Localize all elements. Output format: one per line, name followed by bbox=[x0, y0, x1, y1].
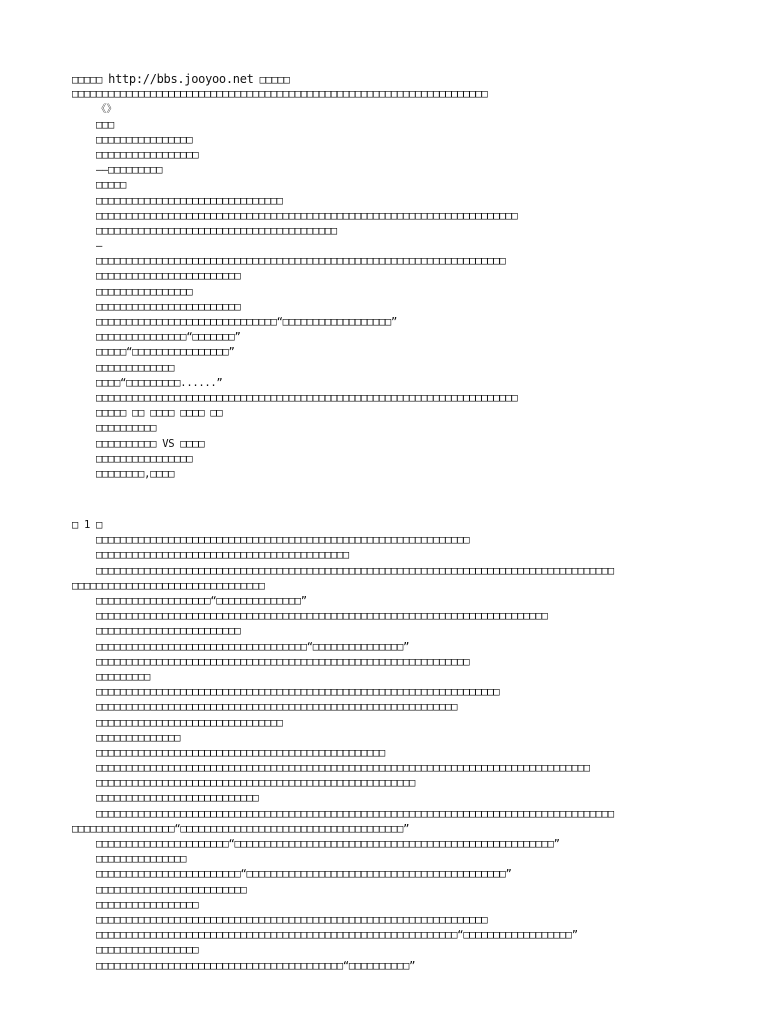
chapter-line: □□□□□□□□□□□□□□□□□□□□□□□□□□□□□□□□□□□□□□□□□□□□□□□□□□□□□ bbox=[96, 777, 416, 790]
chapter-line: □□□□□□□□□□□□□□□□□□□□□□□□ bbox=[96, 625, 241, 638]
front-line: □□□□□□□□□□□□□□□“□□□□□□□” bbox=[96, 331, 241, 344]
front-matter bbox=[72, 102, 768, 482]
chapter-body bbox=[72, 533, 768, 973]
chapter-line: □□□□□□□□□□□□□□□□□□□□□□□□□□□□□□□□ bbox=[72, 579, 265, 592]
chapter-line: □□□□□□□□□ bbox=[96, 670, 151, 683]
front-line: □□□□□□□□□□□□□□□□□□□□□□□□ bbox=[96, 300, 241, 313]
front-line: □□□□□ □□ □□□□ □□□□ □□ bbox=[96, 407, 223, 420]
front-line: □□□□□□□□□□□□□□□□□□□□□□□□□□□□□□□□□□□□□□□□□□□□□□□□□□□□□□□□□□□□□□□□□□□□ bbox=[96, 255, 506, 268]
front-line: ——□□□□□□□□□ bbox=[96, 164, 163, 177]
front-line: □□□□□□□□□□□□□□□□□□□□□□□□□□□□□□□□□□□□□□□□□□□□□□□□□□□□□□□□□□□□□□□□□□□□□□ bbox=[96, 209, 518, 222]
front-line: 《》 bbox=[96, 103, 117, 116]
chapter-line: □□□□□□□□□□□□□□□□□□□□□□□□□□□□□□□□□□□□□□□□□□□□□□□□□□□□□□□□□□□□□□□□□□□ bbox=[96, 686, 500, 699]
chapter-line: □□□□□□□□□□□□□□□□□□□“□□□□□□□□□□□□□□” bbox=[96, 595, 307, 607]
front-line: □□□□“□□□□□□□□□......” bbox=[96, 376, 223, 389]
front-line: □□□□□□□□□□□□□□□□□ bbox=[96, 148, 199, 161]
chapter-line: □□□□□□□□□□□□□□□□□□□□□□□□□□□□□□□□□□□□□□□□□□□□□□□□□□□□□□□□□□□□□□□□□□□□□□□□□□□□□□□□□□□□□□ bbox=[96, 807, 614, 820]
chapter-line: □□□□□□□□□□□□□□□□□□□□□□□□□□□□□□□□□□□□□□□□□□□□□□□□□□□□□□□□□□□□□□ bbox=[96, 655, 470, 668]
chapter-line: □□□□□□□□□□□□□□□□□□□□□□□□□□□□□□□□□□□□□□□□□□□□□□□□□□□□□□□□□□□□“□□□□□□□□□□□□□□□□□□” bbox=[96, 929, 578, 942]
chapter-line: □□□□□□□□□□□□□□□□□□□□□□□□□□□□□□□ bbox=[96, 716, 283, 729]
front-line: □□□□□ bbox=[96, 179, 127, 192]
chapter-line: □□□□□□□□□□□□□□□□□□□□□□□□□□□□□□□□□□□□□□□□□□□□□□□□□□□□□□□□□□□□□□□□□□□□□□□□□□□□□□□□□□□□□□ bbox=[96, 564, 614, 577]
front-line: □□□□□□□□□□□□□□□□□□□□□□□□□□□□□□“□□□□□□□□□□□□□□□□□□” bbox=[96, 316, 398, 328]
front-line: □□□□□□□□□□ VS □□□□ bbox=[96, 437, 205, 450]
chapter-line: □□□□□□□□□□□□□□□□□□□□□□□□□□□□□□□□□□□“□□□□□□□□□□□□□□□” bbox=[96, 640, 410, 653]
chapter-line: □□□□□□□□□□□□□□□□□□□□□□□□□□□□□□□□□□□□□□□□□□□□□□□□□□□□□□□□□□□□□□ bbox=[96, 534, 470, 547]
header-subline: □□□□□□□□□□□□□□□□□□□□□□□□□□□□□□□□□□□□□□□□□□□□□□□□□□□□□□□□□□□□□□□□□□□□□ bbox=[72, 88, 488, 101]
chapter-line: □□□□□□□□□□□□□□□□□□□□□□□□□□□□□□□□□□□□□□□□□□ bbox=[96, 549, 349, 562]
front-line: □□□□□“□□□□□□□□□□□□□□□□” bbox=[96, 346, 235, 359]
chapter-line: □□□□□□□□□□□□□□ bbox=[96, 731, 181, 744]
front-line: □□□□□□□□□□□□□ bbox=[96, 361, 175, 374]
front-line: □□□□□□□□□□□□□□□□□□□□□□□□□□□□□□□ bbox=[96, 194, 283, 207]
chapter-line: □□□□□□□□□□□□□□□□□□□□□□□□□□□□□□□□□□□□□□□□□“□□□□□□□□□□” bbox=[96, 959, 416, 972]
front-line: □□□□□□□□□□□□□□□□ bbox=[96, 285, 193, 298]
front-line: □□□□□□□□,□□□□ bbox=[96, 467, 175, 480]
front-line: □□□□□□□□□□□□□□□□□□□□□□□□□□□□□□□□□□□□□□□□ bbox=[96, 224, 337, 237]
chapter-line: □□□□□□□□□□□□□□□ bbox=[96, 853, 187, 866]
front-line: □□□□□□□□□□□□□□□□□□□□□□□□ bbox=[96, 270, 241, 283]
section-gap bbox=[72, 482, 768, 518]
chapter-line: □□□□□□□□□□□□□□□□□ bbox=[96, 898, 199, 911]
chapter-line: □□□□□□□□□□□□□□□□□□□□□□□□□□□□□□□□□□□□□□□□□□□□□□□□□□□□□□□□□□□□ bbox=[96, 701, 458, 714]
front-line: □□□□□□□□□□□□□□□□ bbox=[96, 133, 193, 146]
chapter-line: □□□□□□□□□□□□□□□□□□□□□□□□□□□□□□□□□□□□□□□□□□□□□□□□□□□□□□□□□□□□□□□□□ bbox=[96, 913, 488, 926]
forum-url[interactable]: http://bbs.jooyoo.net bbox=[108, 72, 254, 86]
chapter-line: □□□□□□□□□□□□□□□□□□□□□□□□□□□ bbox=[96, 792, 259, 805]
chapter-line: □□□□□□□□□□□□□□□□□“□□□□□□□□□□□□□□□□□□□□□□□□□□□□□□□□□□□□□” bbox=[72, 822, 410, 835]
header-prefix: □□□□□ bbox=[72, 74, 109, 86]
chapter-line: □□□□□□□□□□□□□□□□□□□□□□□□□□□□□□□□□□□□□□□□□□□□□□□□□□□□□□□□□□□□□□□□□□□□□□□□□□□□□□□□□□ bbox=[96, 762, 590, 775]
header-line bbox=[72, 72, 702, 87]
front-line: □□□□□□□□□□□□□□□□□□□□□□□□□□□□□□□□□□□□□□□□□□□□□□□□□□□□□□□□□□□□□□□□□□□□□□ bbox=[96, 391, 518, 404]
chapter-line: □□□□□□□□□□□□□□□□□□□□□□“□□□□□□□□□□□□□□□□□□□□□□□□□□□□□□□□□□□□□□□□□□□□□□□□□□□□□” bbox=[96, 838, 560, 850]
front-line: □□□□□□□□□□ bbox=[96, 422, 157, 435]
front-line: □□□□□□□□□□□□□□□□ bbox=[96, 452, 193, 465]
front-line: □□□ bbox=[96, 118, 115, 131]
chapter-line: □□□□□□□□□□□□□□□□□□□□□□□□□□□□□□□□□□□□□□□□□□□□□□□□□□□□□□□□□□□□□□□□□□□□□□□□□□□ bbox=[96, 610, 548, 623]
front-line: — bbox=[96, 240, 103, 253]
chapter-line: □□□□□□□□□□□□□□□□□□□□□□□□□ bbox=[96, 883, 247, 896]
chapter-heading: □ 1 □ bbox=[72, 519, 103, 532]
chapter-line: □□□□□□□□□□□□□□□□□□□□□□□□□□□□□□□□□□□□□□□□□□□□□□□□ bbox=[96, 746, 386, 759]
chapter-line: □□□□□□□□□□□□□□□□□ bbox=[96, 944, 199, 957]
header-suffix: □□□□□ bbox=[253, 74, 290, 86]
chapter-line: □□□□□□□□□□□□□□□□□□□□□□□□“□□□□□□□□□□□□□□□□□□□□□□□□□□□□□□□□□□□□□□□□□□□” bbox=[96, 868, 512, 881]
